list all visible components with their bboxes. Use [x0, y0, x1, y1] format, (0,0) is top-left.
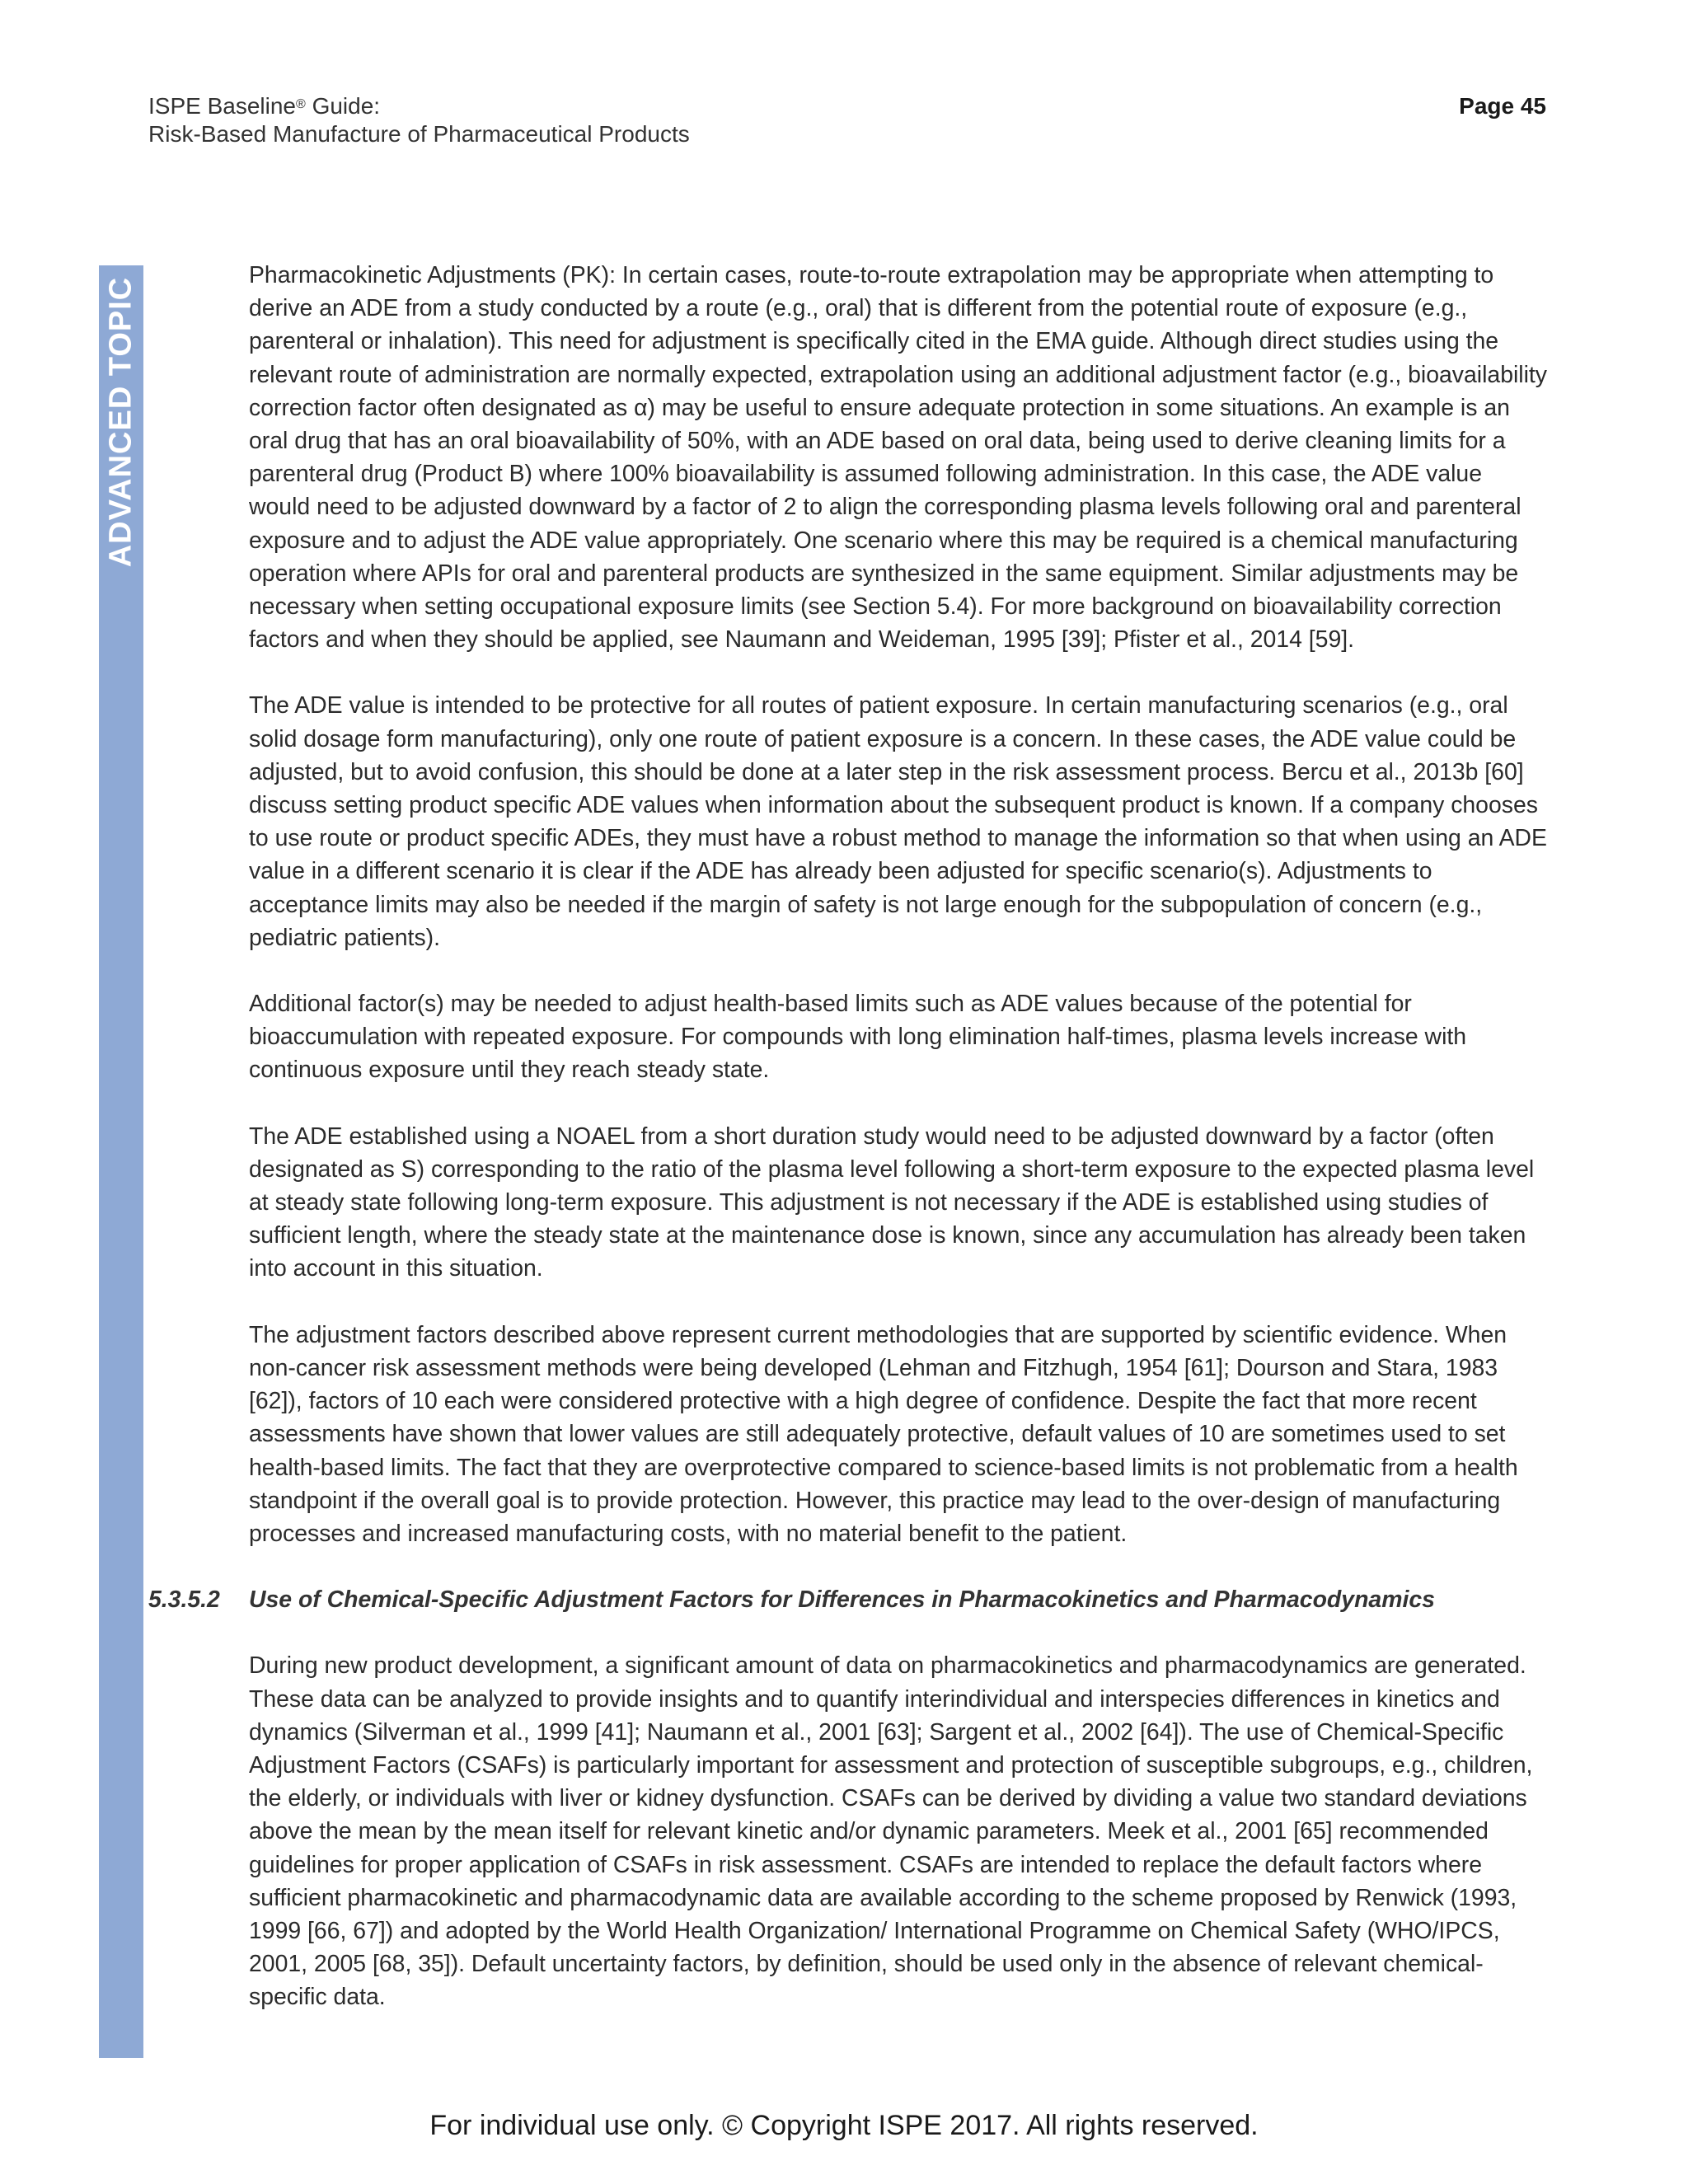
guide-title — [148, 92, 1550, 120]
advanced-topic-sidebar — [99, 265, 143, 2058]
section-number: 5.3.5.2 — [148, 1586, 220, 1614]
advanced-topic-label: ADVANCED TOPIC — [103, 276, 138, 568]
section-heading — [148, 1583, 1550, 1616]
guide-title-suffix: Guide: — [305, 93, 381, 119]
paragraph-bioaccumulation: Additional factor(s) may be needed to adjust health-based limits such as ADE values because of the potential for bioaccumulation with repeated exposure. For compounds with long elimination half-times, plasma levels increase with continuous exposure until they reach steady state. — [249, 991, 1467, 1084]
guide-title-text: ISPE Baseline — [148, 93, 296, 119]
sidebar-label-box — [99, 265, 143, 579]
paragraph-ade-routes: The ADE value is intended to be protective for all routes of patient exposure. In certain manufacturing scenarios (e.g., oral solid dosage form manufacturing), only one route of patient exposure is a concern. In these cases, the ADE value could be adjusted, but to avoid confusion, this should be done at a later step in the risk assessment process. Bercu et al., 2013b [60] discuss setting product specific ADE values when information about the subsequent product is known. If a company chooses to use route or product specific ADEs, they must have a robust method to manage the information so that when using an ADE value in a different scenario it is clear if the ADE has already been adjusted for specific scenario(s). Adjustments to acceptance limits may also be needed if the margin of safety is not large enough for the subpopulation of concern (e.g., pediatric patients). — [249, 692, 1547, 951]
page-number: Page 45 — [1459, 93, 1546, 119]
paragraph-noael-adjustment: The ADE established using a NOAEL from a short duration study would need to be adjusted downward by a factor (often designated as S) corresponding to the ratio of the plasma level following a short-term exposure to the expected plasma level at steady state following long-term exposure. This adjustment is not necessary if the ADE is established using studies of sufficient length, where the steady state at the maintenance dose is known, since any accumulation has already been taken into account in this situation. — [249, 1122, 1535, 1282]
main-content — [148, 259, 1550, 2047]
registered-mark: ® — [296, 97, 306, 111]
section-title: Use of Chemical-Specific Adjustment Factors for Differences in Pharmacokinetics and Pharmacodynamics — [249, 1586, 1435, 1614]
paragraph-default-factors: The adjustment factors described above represent current methodologies that are supported by scientific evidence. When non-cancer risk assessment methods were being developed (Lehman and Fitzhugh, 1954 [61]; Dourson and Stara, 1983 [62]), factors of 10 each were considered protective with a high degree of confidence. Despite the fact that more recent assessments have shown that lower values are still adequately protective, default values of 10 are sometimes used to set health-based limits. The fact that they are overprotective compared to science-based limits is not problematic from a health standpoint if the overall goal is to provide protection. However, this practice may lead to the over-design of manufacturing processes and increased manufacturing costs, with no material benefit to the patient. — [249, 1321, 1518, 1547]
copyright-footer: For individual use only. © Copyright ISPE 2017. All rights reserved. — [429, 2110, 1259, 2141]
page-header — [148, 92, 1550, 148]
paragraph-pk-adjustments: Pharmacokinetic Adjustments (PK): In certain cases, route-to-route extrapolation may be appropriate when attempting to derive an ADE from a study conducted by a route (e.g., oral) that is different from the potential route of exposure (e.g., parenteral or inhalation). This need for adjustment is specifically cited in the EMA guide. Although direct studies using the relevant route of administration are normally expected, extrapolation using an additional adjustment factor (e.g., bioavailability correction factor often designated as α) may be useful to ensure adequate protection in some situations. An example is an oral drug that has an oral bioavailability of 50%, with an ADE based on oral data, being used to derive cleaning limits for a parenteral drug (Product B) where 100% bioavailability is assumed following administration. In this case, the ADE value would need to be adjusted downward by a factor of 2 to align the corresponding plasma levels following oral and parenteral exposure and to adjust the ADE value appropriately. One scenario where this may be required is a chemical manufacturing operation where APIs for oral and parenteral products are synthesized in the same equipment. Similar adjustments may be necessary when setting occupational exposure limits (see Section 5.4). For more background on bioavailability correction factors and when they should be applied, see Naumann and Weideman, 1995 [39]; Pfister et al., 2014 [59]. — [249, 262, 1547, 654]
paragraph-csaf: During new product development, a significant amount of data on pharmacokinetics and pharmacodynamics are generated. These data can be analyzed to provide insights and to quantify interindividual and interspecies differences in kinetics and dynamics (Silverman et al., 1999 [41]; Naumann et al., 2001 [63]; Sargent et al., 2002 [64]). The use of Chemical-Specific Adjustment Factors (CSAFs) is particularly important for assessment and protection of susceptible subgroups, e.g., children, the elderly, or individuals with liver or kidney dysfunction. CSAFs can be derived by dividing a value two standard deviations above the mean by the mean itself for relevant kinetic and/or dynamic parameters. Meek et al., 2001 [65] recommended guidelines for proper application of CSAFs in risk assessment. CSAFs are intended to replace the default factors where sufficient pharmacokinetic and pharmacodynamic data are available according to the scheme proposed by Renwick (1993, 1999 [66, 67]) and adopted by the World Health Organization/ International Programme on Chemical Safety (WHO/IPCS, 2001, 2005 [68, 35]). Default uncertainty factors, by definition, should be used only in the absence of relevant chemical-specific data. — [249, 1652, 1533, 2011]
guide-subtitle: Risk-Based Manufacture of Pharmaceutical Products — [148, 121, 690, 147]
